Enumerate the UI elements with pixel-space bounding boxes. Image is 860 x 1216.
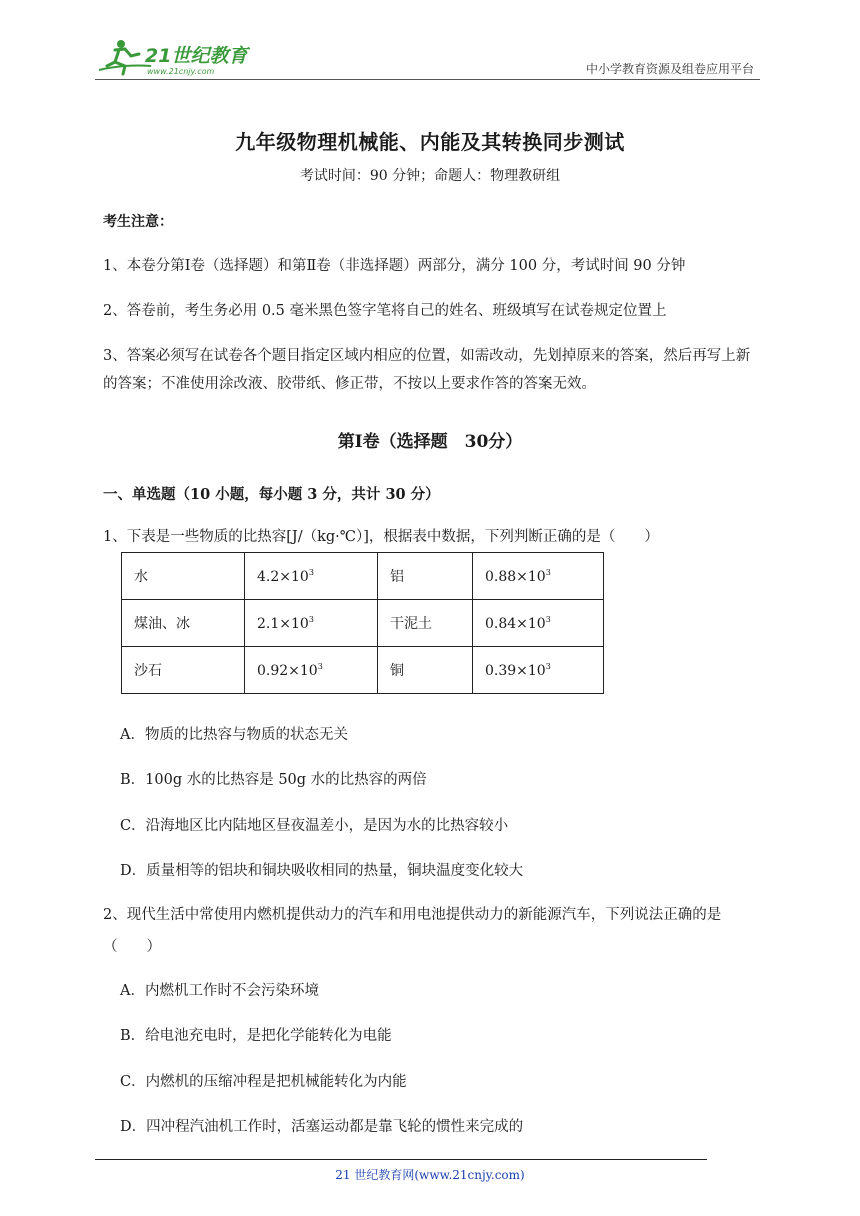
table-cell: 水	[122, 553, 245, 600]
page-title: 九年级物理机械能、内能及其转换同步测试	[235, 130, 625, 154]
footer-divider	[95, 1159, 707, 1160]
part-heading: 一、单选题（10 小题，每小题 3 分，共计 30 分）	[103, 486, 440, 503]
table-cell: $4.2\times 10^3$	[245, 553, 378, 600]
question-1-option-c: C．沿海地区比内陆地区昼夜温差小，是因为水的比热容较小	[120, 818, 509, 834]
table-cell: $0.39\times 10^3$	[473, 647, 604, 694]
question-1-option-b: B．100g 水的比热容是 50g 水的比热容的两倍	[120, 772, 427, 788]
table-cell: $0.84\times 10^3$	[473, 600, 604, 647]
notice-heading: 考生注意：	[103, 214, 173, 230]
question-1-option-d: D．质量相等的铝块和铜块吸收相同的热量，铜块温度变化较大	[120, 863, 524, 879]
exam-info: 考试时间：90 分钟；命题人：物理教研组	[299, 168, 561, 184]
table-cell: 沙石	[122, 647, 245, 694]
table-row	[122, 600, 604, 647]
question-1-stem: 1、下表是一些物质的比热容[J/（kg·℃）]，根据表中数据，下列判断正确的是（ ）	[103, 529, 659, 545]
question-2-option-d: D．四冲程汽油机工作时，活塞运动都是靠飞轮的惯性来完成的	[120, 1119, 524, 1135]
table-row	[122, 553, 604, 600]
table-row	[122, 647, 604, 694]
table-cell: 铝	[378, 553, 473, 600]
footer-text: 21 世纪教育网(www.21cnjy.com)	[335, 1168, 525, 1182]
table-cell: 铜	[378, 647, 473, 694]
platform-label: 中小学教育资源及组卷应用平台	[585, 62, 754, 76]
table-cell: $2.1\times 10^3$	[245, 600, 378, 647]
question-2-option-a: A．内燃机工作时不会污染环境	[120, 983, 319, 999]
logo-text: 21世纪教育	[145, 45, 248, 67]
question-2-option-b: B．给电池充电时，是把化学能转化为电能	[120, 1028, 392, 1044]
site-logo	[95, 36, 265, 80]
specific-heat-table	[121, 552, 604, 694]
table-cell: 干泥土	[378, 600, 473, 647]
runner-logo-icon	[95, 36, 265, 80]
table-cell: 煤油、冰	[122, 600, 245, 647]
question-1-option-a: A．物质的比热容与物质的状态无关	[120, 727, 348, 743]
logo-url: www.21cnjy.com	[147, 67, 215, 76]
notice-item-3: 3、答案必须写在试卷各个题目指定区域内相应的位置，如需改动，先划掉原来的答案，然后再写上新的答案；不准使用涂改液、胶带纸、修正带，不按以上要求作答的答案无效。	[103, 348, 751, 392]
notice-item-1: 1、本卷分第Ⅰ卷（选择题）和第Ⅱ卷（非选择题）两部分，满分 100 分，考试时间 90 分钟	[103, 258, 686, 274]
header-divider	[95, 79, 760, 80]
question-2-stem: 2、现代生活中常使用内燃机提供动力的汽车和用电池提供动力的新能源汽车，下列说法正确的是（ ）	[103, 907, 722, 955]
question-2-option-c: C．内燃机的压缩冲程是把机械能转化为内能	[120, 1074, 407, 1090]
notice-item-2: 2、答卷前，考生务必用 0.5 毫米黑色签字笔将自己的姓名、班级填写在试卷规定位置上	[103, 303, 667, 319]
table-cell: $0.88\times 10^3$	[473, 553, 604, 600]
section-title: 第Ⅰ卷（选择题 30分）	[337, 432, 523, 452]
table-cell: $0.92\times 10^3$	[245, 647, 378, 694]
